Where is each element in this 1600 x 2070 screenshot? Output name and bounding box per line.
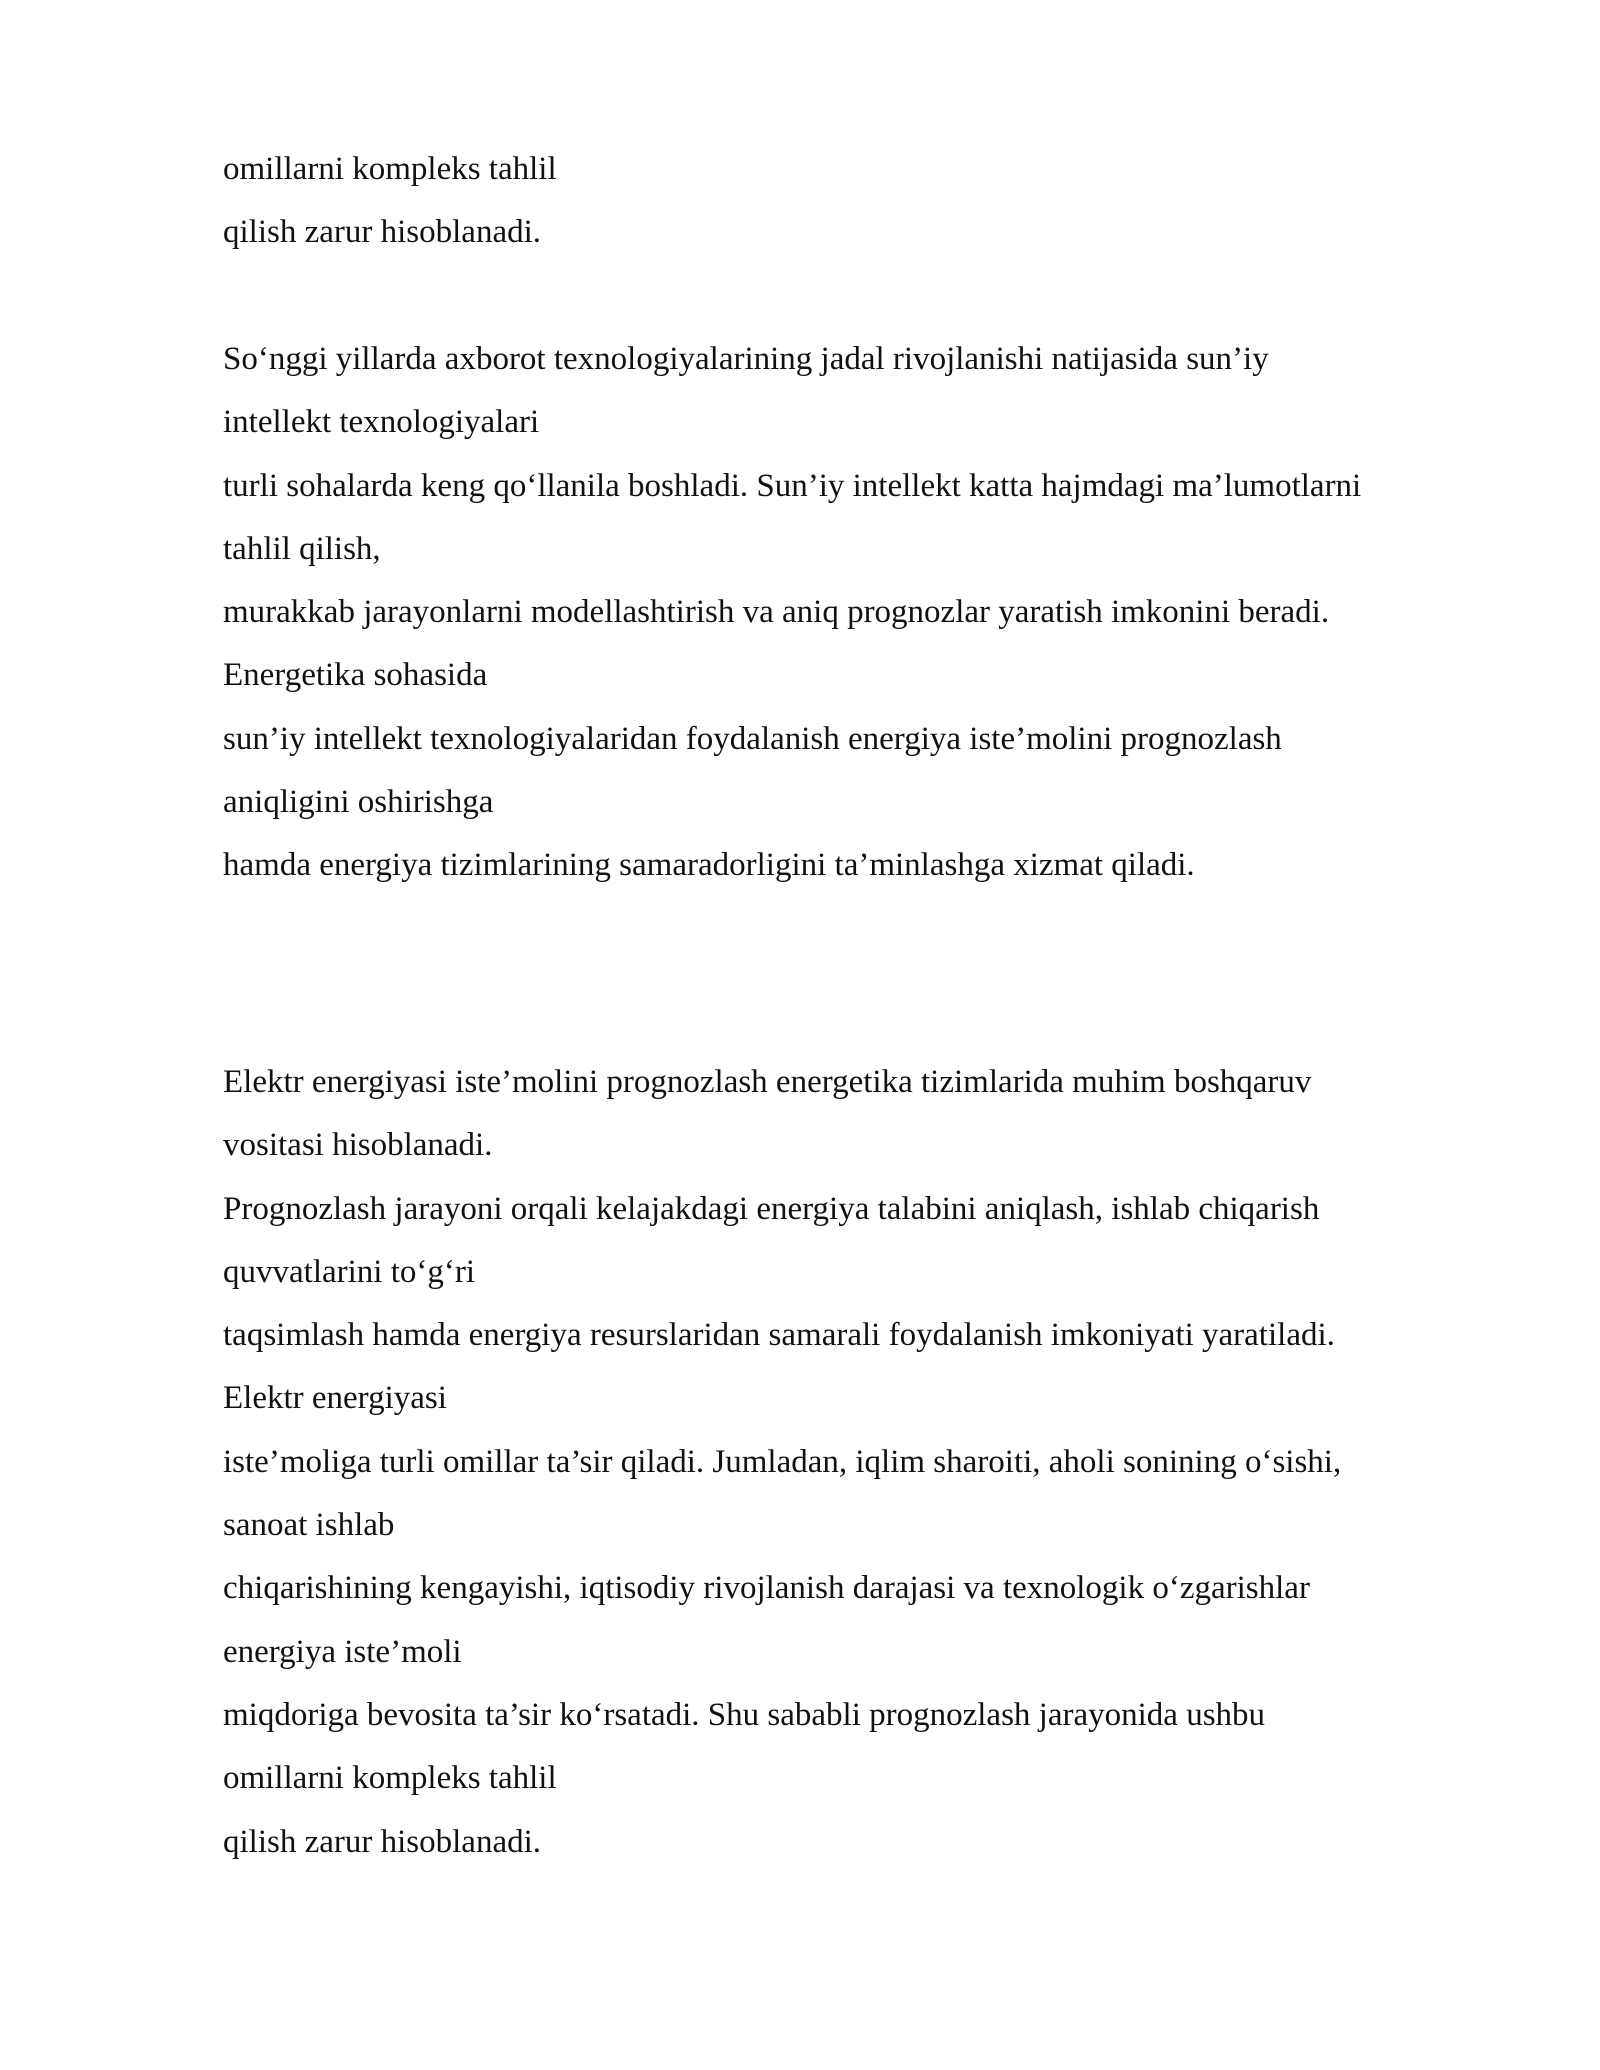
text-line: iste’moliga turli omillar ta’sir qiladi. Jumladan, iqlim sharoiti, aholi sonining o‘sishi, (223, 1443, 1342, 1480)
text-line: qilish zarur hisoblanadi. (223, 1823, 542, 1860)
paragraph-energy-forecasting (223, 1051, 1523, 1874)
text-line: aniqligini oshirishga (223, 784, 494, 821)
text-line: vositasi hisoblanadi. (223, 1127, 493, 1164)
paragraph-continuation (223, 138, 1523, 265)
text-line: quvvatlarini to‘g‘ri (223, 1253, 476, 1290)
text-line: Energetika sohasida (223, 657, 488, 694)
text-line: omillarni kompleks tahlil (223, 151, 557, 187)
text-line: intellekt texnologiyalari (223, 404, 540, 441)
text-line: chiqarishining kengayishi, iqtisodiy rivojlanish darajasi va texnologik o‘zgarishlar (223, 1570, 1310, 1607)
paragraph-ai-technologies (223, 328, 1523, 898)
text-line: omillarni kompleks tahlil (223, 1760, 557, 1797)
text-line: miqdoriga bevosita ta’sir ko‘rsatadi. Shu sababli prognozlash jarayonida ushbu (223, 1696, 1266, 1733)
text-line: sun’iy intellekt texnologiyalaridan foydalanish energiya iste’molini prognozlash (223, 720, 1282, 757)
text-line: So‘nggi yillarda axborot texnologiyalarining jadal rivojlanishi natijasida sun’iy (223, 341, 1269, 377)
text-line: qilish zarur hisoblanadi. (223, 214, 542, 251)
text-line: taqsimlash hamda energiya resurslaridan samarali foydalanish imkoniyati yaratiladi. (223, 1317, 1335, 1354)
text-line: Prognozlash jarayoni orqali kelajakdagi energiya talabini aniqlash, ishlab chiqarish (223, 1190, 1320, 1227)
text-line: murakkab jarayonlarni modellashtirish va aniq prognozlar yaratish imkonini beradi. (223, 594, 1330, 631)
text-line: Elektr energiyasi (223, 1380, 447, 1417)
text-line: hamda energiya tizimlarining samaradorligini ta’minlashga xizmat qiladi. (223, 847, 1195, 884)
text-line: Elektr energiyasi iste’molini prognozlash energetika tizimlarida muhim boshqaruv (223, 1064, 1312, 1100)
text-line: tahlil qilish, (223, 530, 381, 567)
text-line: energiya iste’moli (223, 1633, 462, 1670)
text-line: sanoat ishlab (223, 1507, 395, 1544)
text-line: turli sohalarda keng qo‘llanila boshladi. Sun’iy intellekt katta hajmdagi ma’lumotlarni (223, 467, 1362, 504)
